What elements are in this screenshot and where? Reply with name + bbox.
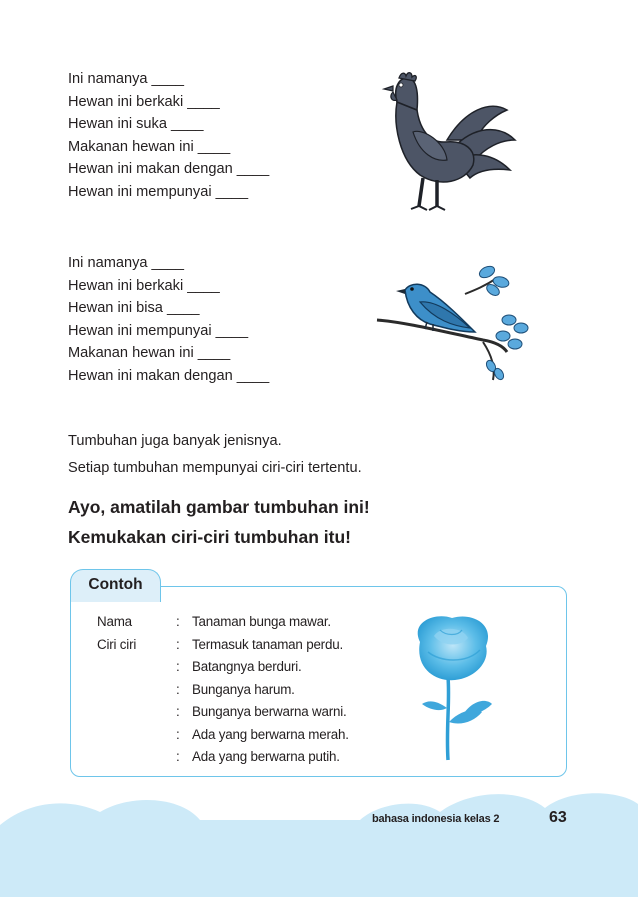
question-line: Hewan ini berkaki ____ (68, 277, 220, 294)
question-line: Hewan ini makan dengan ____ (68, 161, 270, 177)
rooster-questions (68, 68, 269, 203)
trait-item: Ada yang berwarna merah. (192, 727, 349, 742)
colon: : (176, 749, 180, 764)
rose-illustration (400, 612, 510, 762)
traits-label: Ciri ciri (97, 637, 137, 652)
page-number: 63 (549, 809, 567, 826)
instruction-line: Ayo, amatilah gambar tumbuhan ini! (68, 497, 370, 517)
name-label: Nama (97, 614, 132, 629)
question-line: Hewan ini mempunyai ____ (68, 322, 249, 339)
colon: : (176, 682, 180, 697)
colon: : (176, 727, 180, 742)
question-line: Ini namanya ____ (68, 255, 185, 271)
question-line: Hewan ini bisa ____ (68, 300, 200, 316)
name-value: Tanaman bunga mawar. (192, 614, 331, 629)
instruction-heading (68, 492, 370, 552)
intro-text (68, 428, 362, 482)
bird-on-branch-illustration (375, 262, 535, 384)
footer-cloud-banner (0, 780, 638, 897)
question-line: Makanan hewan ini ____ (68, 138, 231, 155)
question-line: Hewan ini makan dengan ____ (68, 367, 270, 384)
intro-line: Tumbuhan juga banyak jenisnya. (68, 433, 282, 449)
trait-item: Bunganya harum. (192, 682, 295, 697)
trait-item: Batangnya berduri. (192, 659, 302, 674)
question-line: Hewan ini mempunyai ____ (68, 183, 249, 200)
intro-line: Setiap tumbuhan mempunyai ciri-ciri tertentu. (68, 460, 362, 476)
question-line: Hewan ini berkaki ____ (68, 93, 220, 110)
trait-item: Bunganya berwarna warni. (192, 704, 347, 719)
question-line: Makanan hewan ini ____ (68, 345, 231, 361)
example-tab: Contoh (70, 569, 161, 602)
question-line: Hewan ini suka ____ (68, 116, 204, 132)
question-line: Ini namanya ____ (68, 71, 185, 87)
trait-item: Ada yang berwarna putih. (192, 749, 340, 764)
bird-questions (68, 252, 269, 387)
trait-item: Termasuk tanaman perdu. (192, 637, 343, 652)
rooster-illustration (375, 70, 525, 220)
colon: : (176, 704, 180, 719)
colon: : (176, 659, 180, 674)
colon: : (176, 637, 180, 652)
colon: : (176, 614, 180, 629)
instruction-line: Kemukakan ciri-ciri tumbuhan itu! (68, 527, 351, 547)
book-title: bahasa indonesia kelas 2 (372, 813, 500, 825)
